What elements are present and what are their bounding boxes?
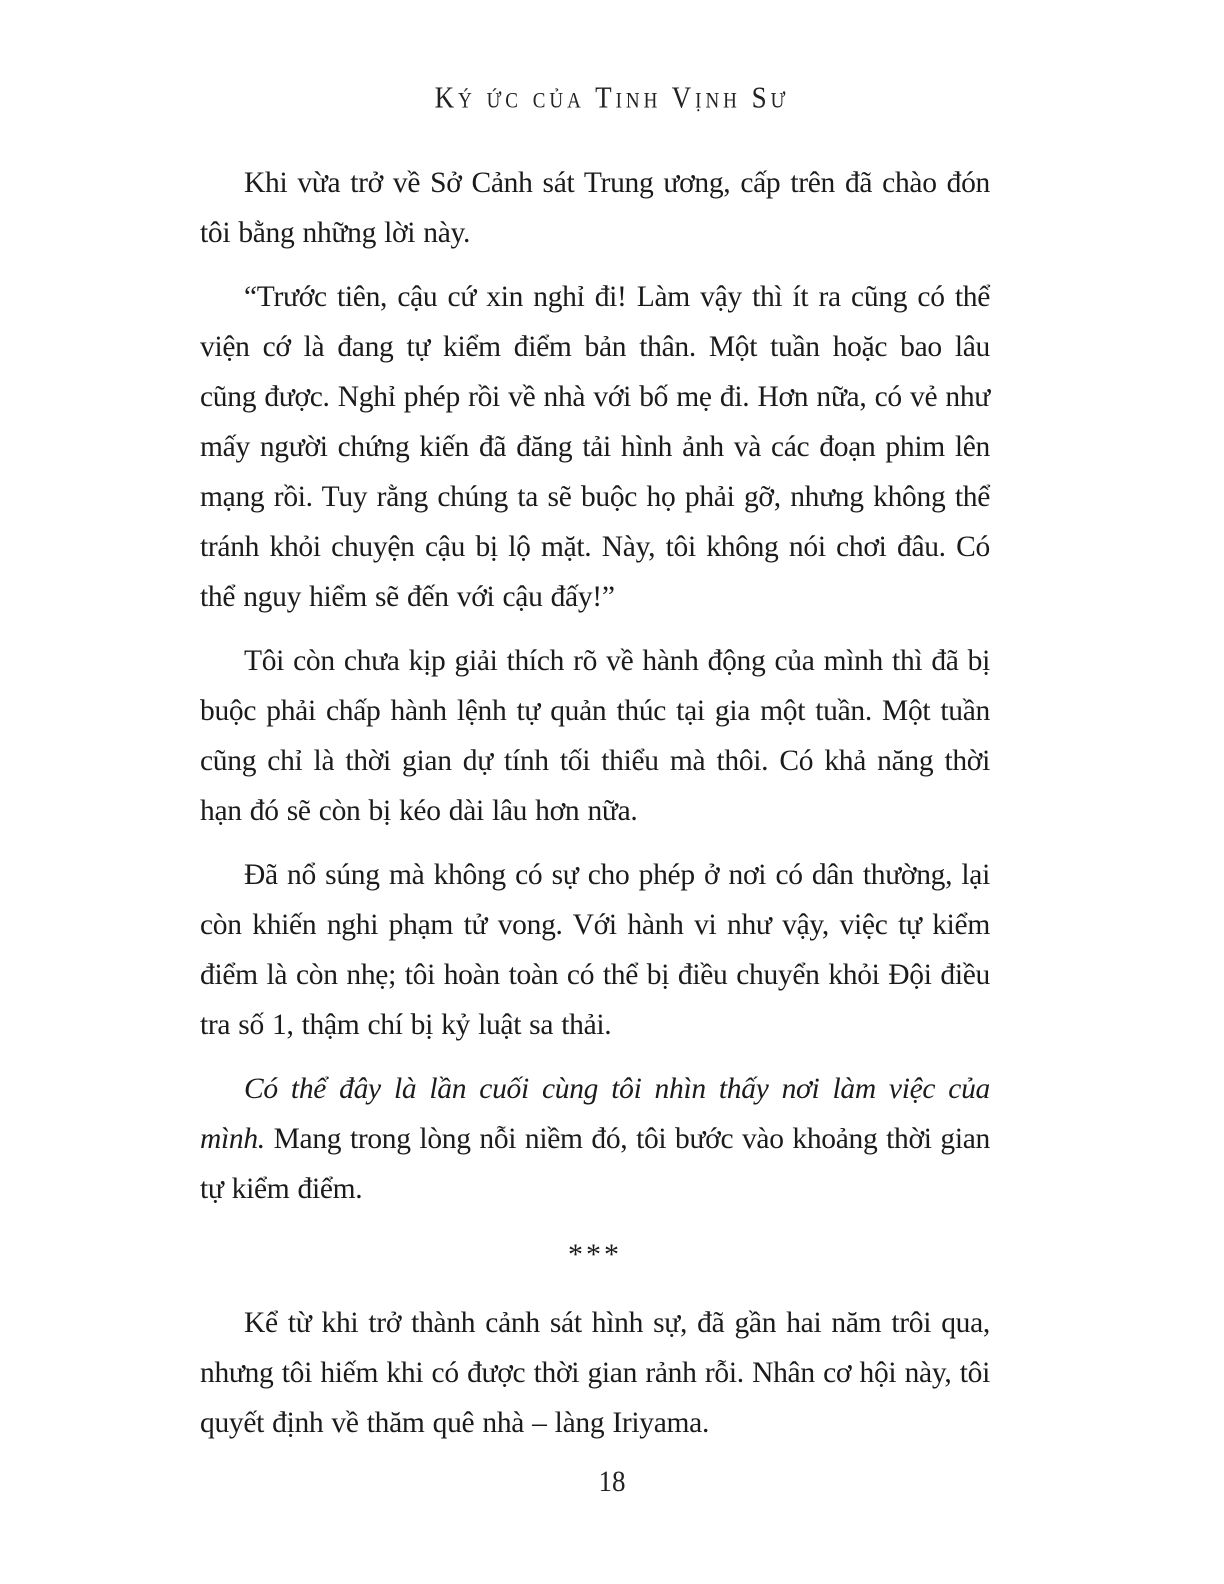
paragraph-6: Kể từ khi trở thành cảnh sát hình sự, đã gần hai năm trôi qua, nhưng tôi hiếm khi có được thời gian rảnh rỗi. Nhân cơ hội này, tôi quyết định về thăm quê nhà – làng Iriyama.	[200, 1307, 990, 1439]
paragraph-5-italic-lead: Có thể đây là lần cuối cùng tôi nhìn thấy nơi làm việc của mình.	[200, 1073, 990, 1155]
page-footer	[0, 1466, 1224, 1497]
running-header	[0, 79, 1224, 115]
section-separator: ***	[568, 1238, 622, 1271]
paragraph-1: Khi vừa trở về Sở Cảnh sát Trung ương, cấp trên đã chào đón tôi bằng những lời này.	[200, 167, 990, 249]
paragraph-5-rest: Mang trong lòng nỗi niềm đó, tôi bước vào khoảng thời gian tự kiểm điểm.	[200, 1123, 990, 1205]
paragraph-4: Đã nổ súng mà không có sự cho phép ở nơi có dân thường, lại còn khiến nghi phạm tử vong. Với hành vi như vậy, việc tự kiểm điểm là còn nhẹ; tôi hoàn toàn có thể bị điều chuyển khỏi Đội điều tra số 1, thậm chí bị kỷ luật sa thải.	[200, 859, 990, 1041]
paragraph-5	[200, 1064, 990, 1214]
page-number: 18	[598, 1464, 626, 1498]
paragraph-3: Tôi còn chưa kịp giải thích rõ về hành động của mình thì đã bị buộc phải chấp hành lệnh tự quản thúc tại gia một tuần. Một tuần cũng chỉ là thời gian dự tính tối thiểu mà thôi. Có khả năng thời hạn đó sẽ còn bị kéo dài lâu hơn nữa.	[200, 645, 990, 827]
running-header-title: Ký ức của Tinh Vịnh Sư	[434, 79, 790, 115]
paragraph-2: “Trước tiên, cậu cứ xin nghỉ đi! Làm vậy thì ít ra cũng có thể viện cớ là đang tự kiểm điểm bản thân. Một tuần hoặc bao lâu cũng được. Nghỉ phép rồi về nhà với bố mẹ đi. Hơn nữa, có vẻ như mấy người chứng kiến đã đăng tải hình ảnh và các đoạn phim lên mạng rồi. Tuy rằng chúng ta sẽ buộc họ phải gỡ, nhưng không thể tránh khỏi chuyện cậu bị lộ mặt. Này, tôi không nói chơi đâu. Có thể nguy hiểm sẽ đến với cậu đấy!”	[200, 281, 990, 613]
page-body	[200, 158, 990, 1462]
